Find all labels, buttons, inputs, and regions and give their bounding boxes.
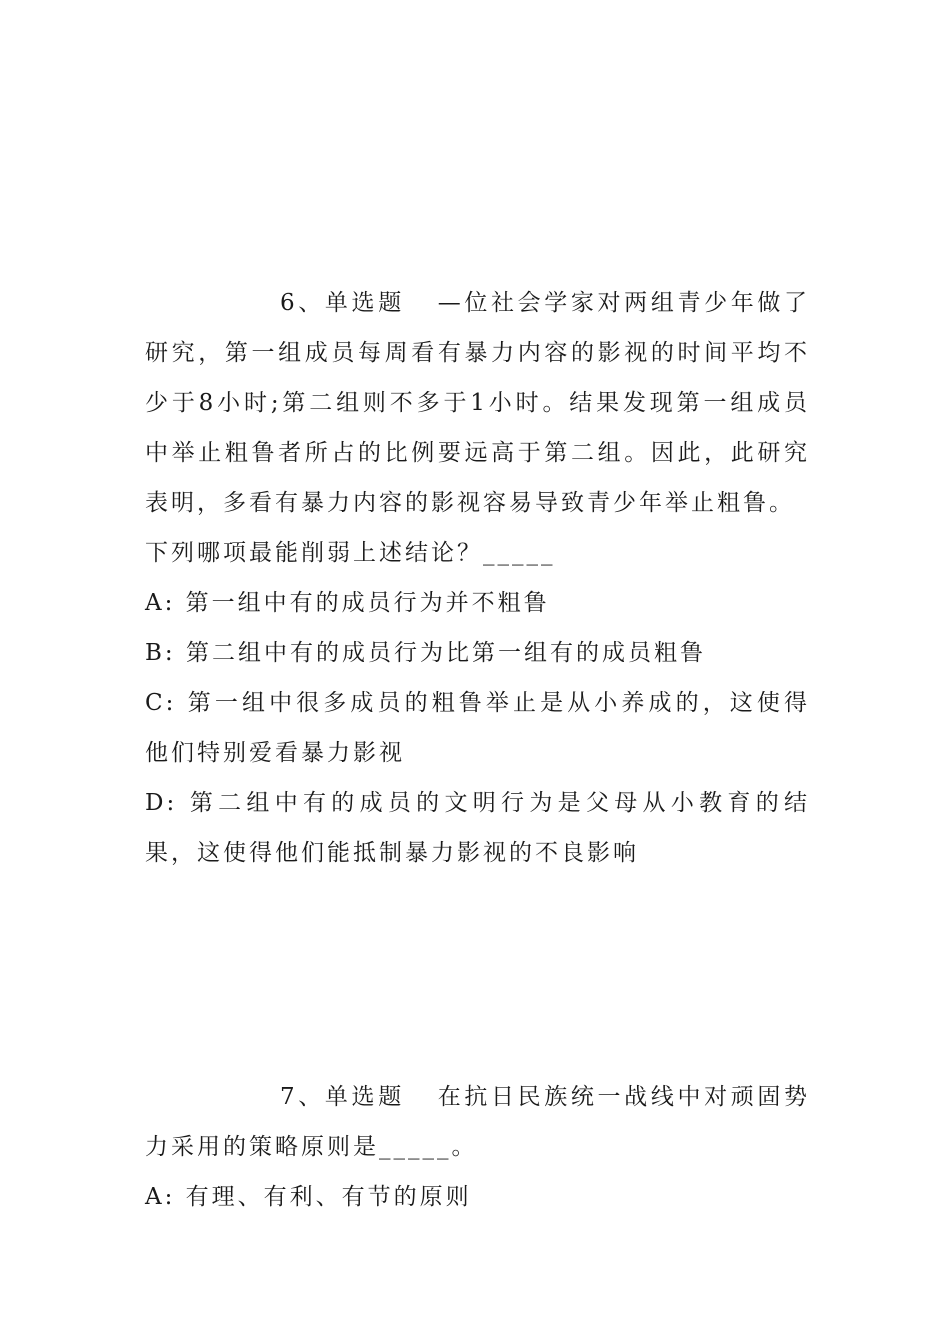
option-text: 有理、有利、有节的原则	[185, 1184, 472, 1210]
question-6-option-d[interactable]	[145, 778, 810, 878]
option-letter: D:	[145, 790, 178, 816]
question-6-type-label: 6、单选题	[280, 290, 405, 316]
question-7	[145, 1072, 810, 1222]
question-6-prompt: 下列哪项最能削弱上述结论？_____	[145, 540, 556, 566]
question-6-stem: —位社会学家对两组青少年做了研究，第一组成员每周看有暴力内容的影视的时间平均不少于8小时;第二组则不多于1小时。结果发现第一组成员中举止粗鲁者所占的比例要远高于第二组。因此，此研究表明，多看有暴力内容的影视容易导致青少年举止粗鲁。	[145, 290, 811, 516]
question-7-stem: 在抗日民族统一战线中对顽固势力采用的策略原则是_____。	[145, 1084, 811, 1160]
option-text: 第一组中很多成员的粗鲁举止是从小养成的，这使得他们特别爱看暴力影视	[145, 690, 811, 766]
option-letter: A:	[145, 1184, 176, 1210]
question-6-option-b[interactable]	[145, 628, 810, 678]
question-6-option-c[interactable]	[145, 678, 810, 778]
option-text: 第一组中有的成员行为并不粗鲁	[185, 590, 550, 616]
option-letter: B:	[145, 640, 176, 666]
question-7-type-label: 7、单选题	[280, 1084, 405, 1110]
option-text: 第二组中有的成员的文明行为是父母从小教育的结果，这使得他们能抵制暴力影视的不良影响	[145, 790, 811, 866]
question-7-option-a[interactable]	[145, 1172, 810, 1222]
question-6-option-a[interactable]	[145, 578, 810, 628]
option-letter: A:	[145, 590, 176, 616]
option-text: 第二组中有的成员行为比第一组有的成员粗鲁	[185, 640, 706, 666]
option-letter: C:	[145, 690, 177, 716]
question-6	[145, 278, 810, 878]
question-6-stem-paragraph	[145, 278, 810, 528]
question-7-stem-paragraph	[145, 1072, 810, 1172]
